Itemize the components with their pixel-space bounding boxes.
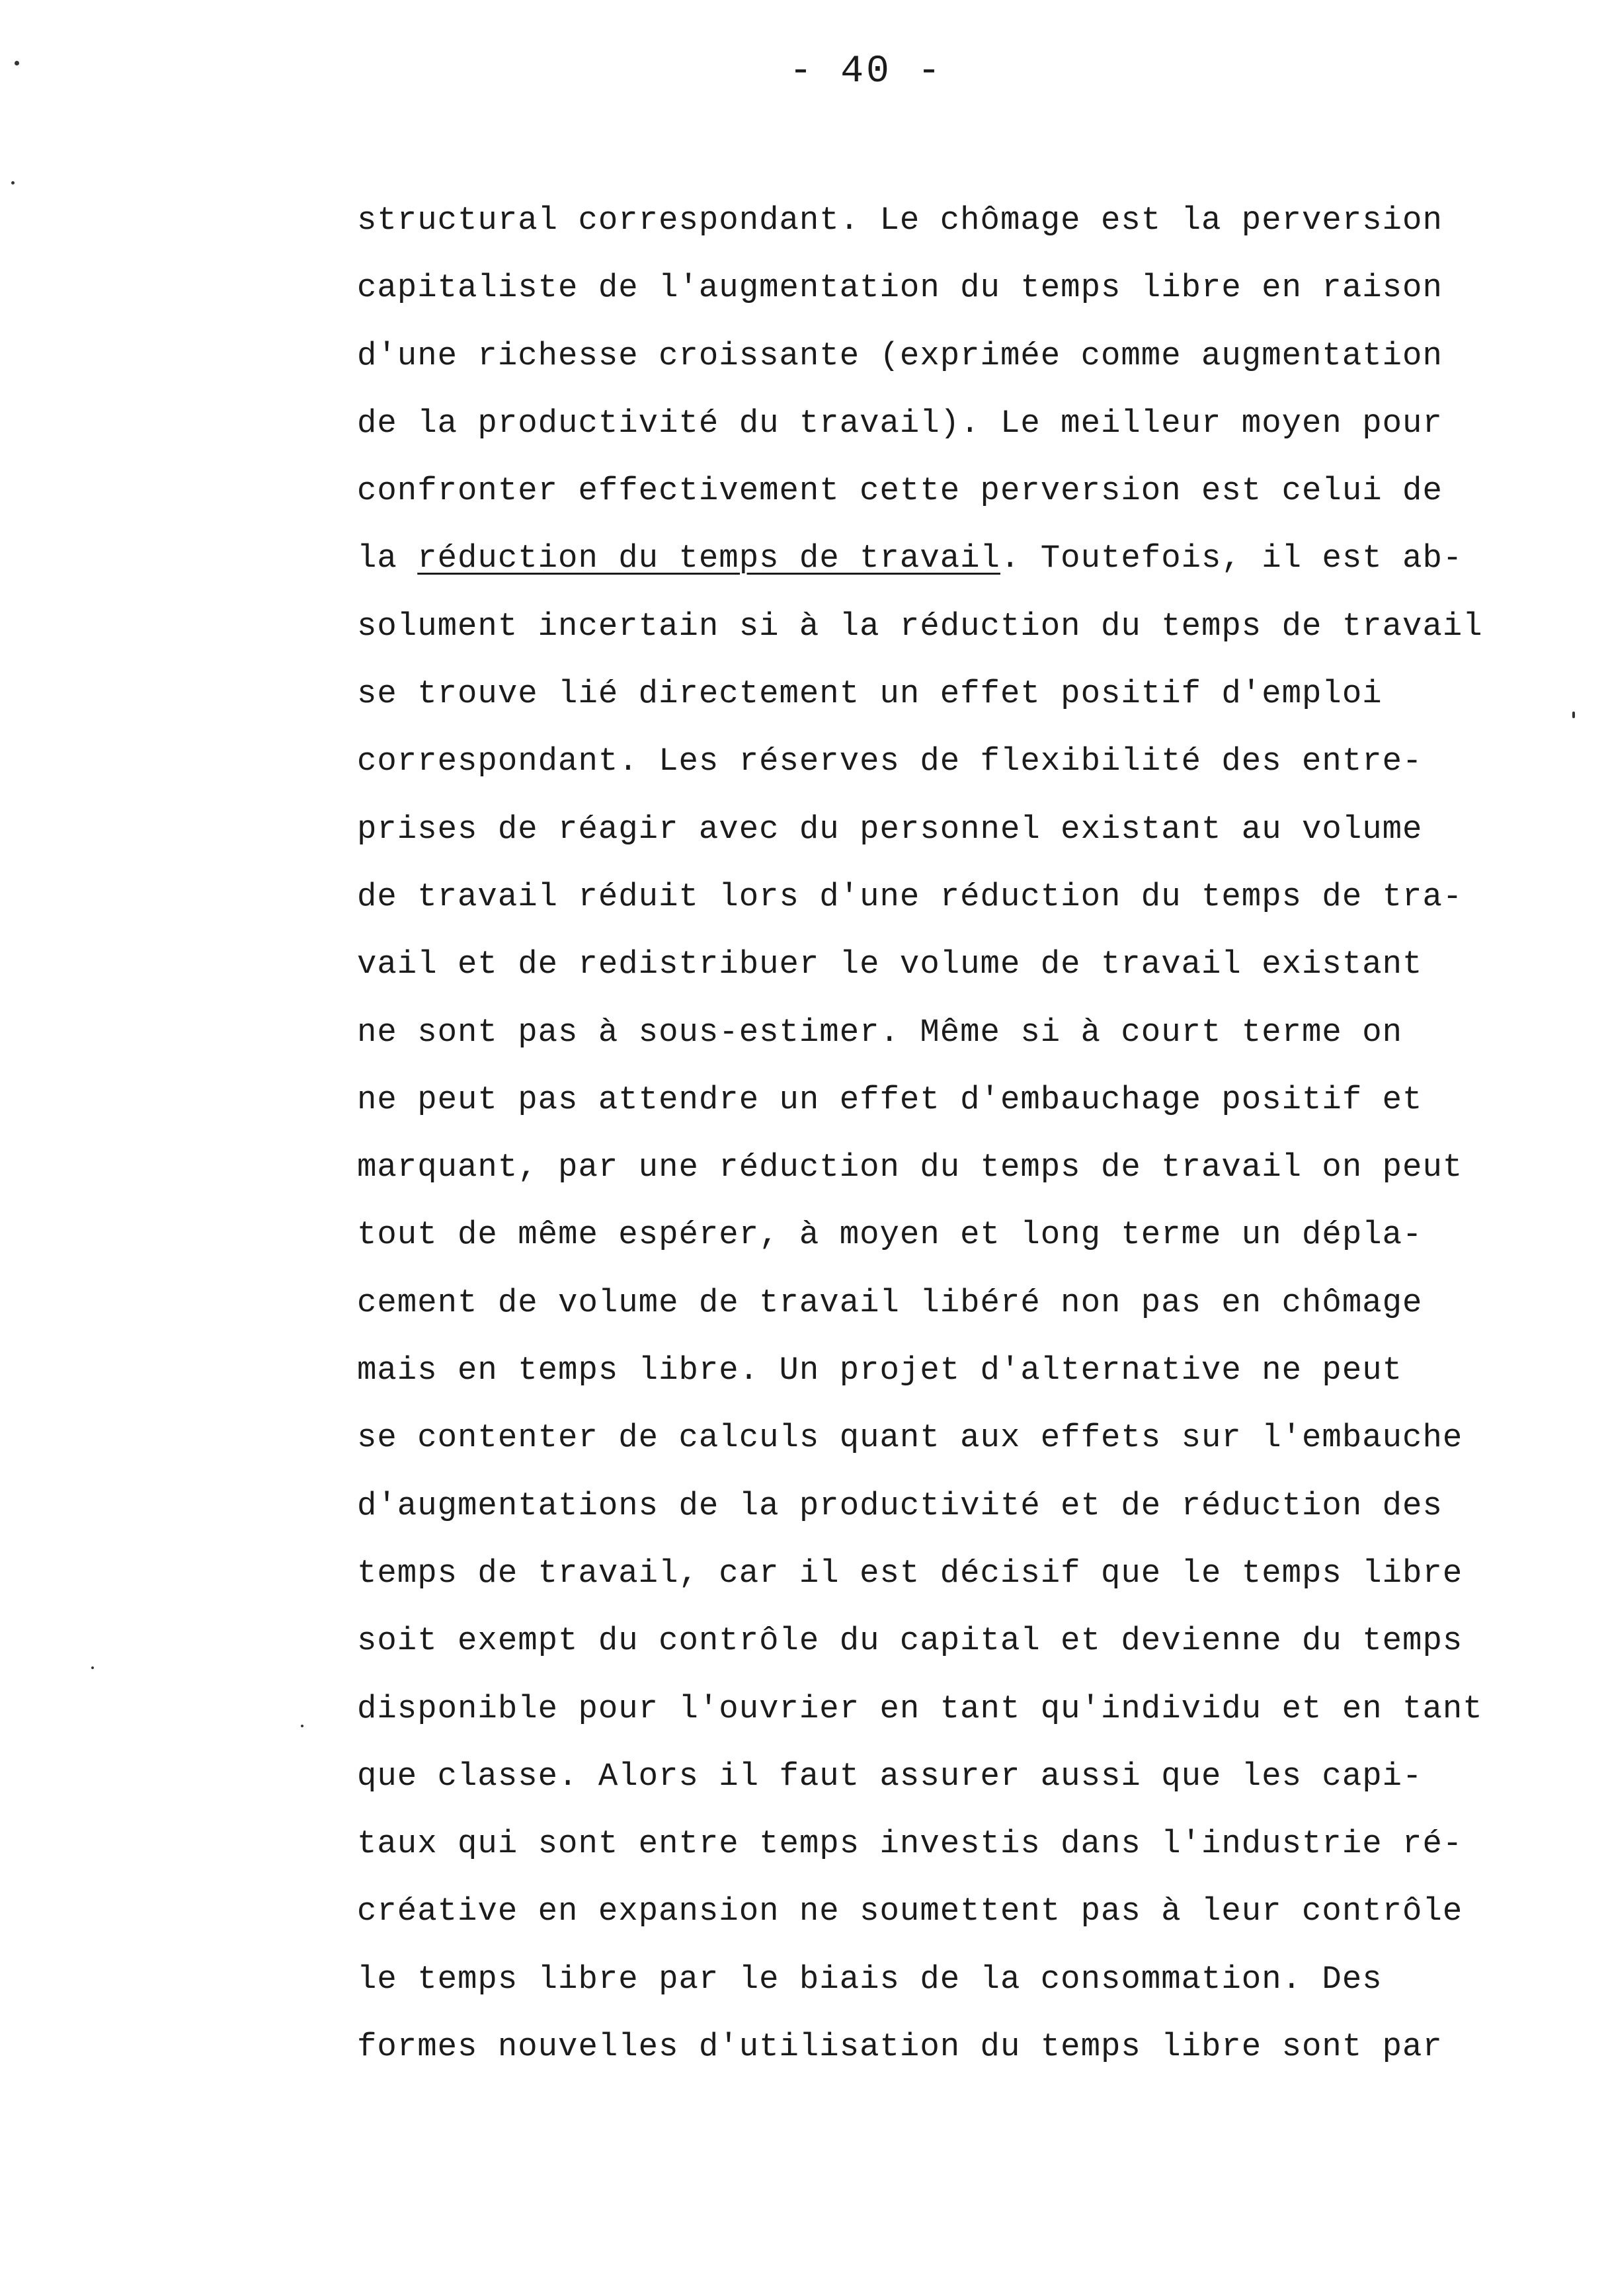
- text-line: capitaliste de l'augmentation du temps libre en raison: [357, 269, 1443, 307]
- text-line: ne sont pas à sous-estimer. Même si à court terme on: [357, 1013, 1403, 1051]
- text-line: le temps libre par le biais de la consommation. Des: [357, 1960, 1383, 1998]
- text-line: soit exempt du contrôle du capital et devienne du temps: [357, 1622, 1463, 1660]
- line-end: . Toutefois, il est ab-: [1000, 540, 1463, 577]
- scan-speck: [15, 61, 19, 65]
- text-line: se trouve lié directement un effet positif d'emploi: [357, 675, 1383, 713]
- text-line: ne peut pas attendre un effet d'embauchage positif et: [357, 1081, 1423, 1118]
- text-line: mais en temps libre. Un projet d'alternative ne peut: [357, 1352, 1403, 1389]
- text-line: correspondant. Les réserves de flexibilité des entre-: [357, 743, 1423, 780]
- scan-speck: [1572, 712, 1575, 718]
- line-start: la: [357, 540, 418, 577]
- text-line: structural correspondant. Le chômage est la perversion: [357, 202, 1443, 239]
- text-line: vail et de redistribuer le volume de travail existant: [357, 946, 1423, 983]
- text-line: d'augmentations de la productivité et de réduction des: [357, 1487, 1443, 1524]
- scan-speck: [11, 181, 15, 184]
- text-line: que classe. Alors il faut assurer aussi que les capi-: [357, 1757, 1423, 1795]
- text-line: d'une richesse croissante (exprimée comme augmentation: [357, 337, 1443, 374]
- text-line-with-underline: [357, 524, 1494, 592]
- text-line: temps de travail, car il est décisif que le temps libre: [357, 1554, 1463, 1592]
- text-line: marquant, par une réduction du temps de travail on peut: [357, 1149, 1463, 1186]
- text-line: tout de même espérer, à moyen et long terme un dépla-: [357, 1216, 1423, 1254]
- text-line: disponible pour l'ouvrier en tant qu'individu et en tant: [357, 1690, 1483, 1727]
- text-line: créative en expansion ne soumettent pas à leur contrôle: [357, 1893, 1463, 1930]
- text-line: confronter effectivement cette perversion est celui de: [357, 472, 1443, 510]
- text-line: prises de réagir avec du personnel existant au volume: [357, 810, 1423, 848]
- text-line: se contenter de calculs quant aux effets sur l'embauche: [357, 1419, 1463, 1457]
- text-line: formes nouvelles d'utilisation du temps libre sont par: [357, 2028, 1443, 2066]
- body-text: [357, 186, 1494, 2080]
- text-line: de la productivité du travail). Le meilleur moyen pour: [357, 404, 1443, 442]
- text-line: de travail réduit lors d'une réduction du temps de tra-: [357, 878, 1463, 915]
- scan-speck: [91, 1666, 94, 1669]
- text-line: solument incertain si à la réduction du temps de travail: [357, 607, 1483, 645]
- text-line: taux qui sont entre temps investis dans l'industrie ré-: [357, 1825, 1463, 1863]
- page-number: - 40 -: [789, 50, 944, 93]
- text-line: cement de volume de travail libéré non pas en chômage: [357, 1284, 1423, 1321]
- scan-speck: [301, 1725, 303, 1727]
- underlined-phrase: réduction du temps de travail: [417, 540, 1000, 577]
